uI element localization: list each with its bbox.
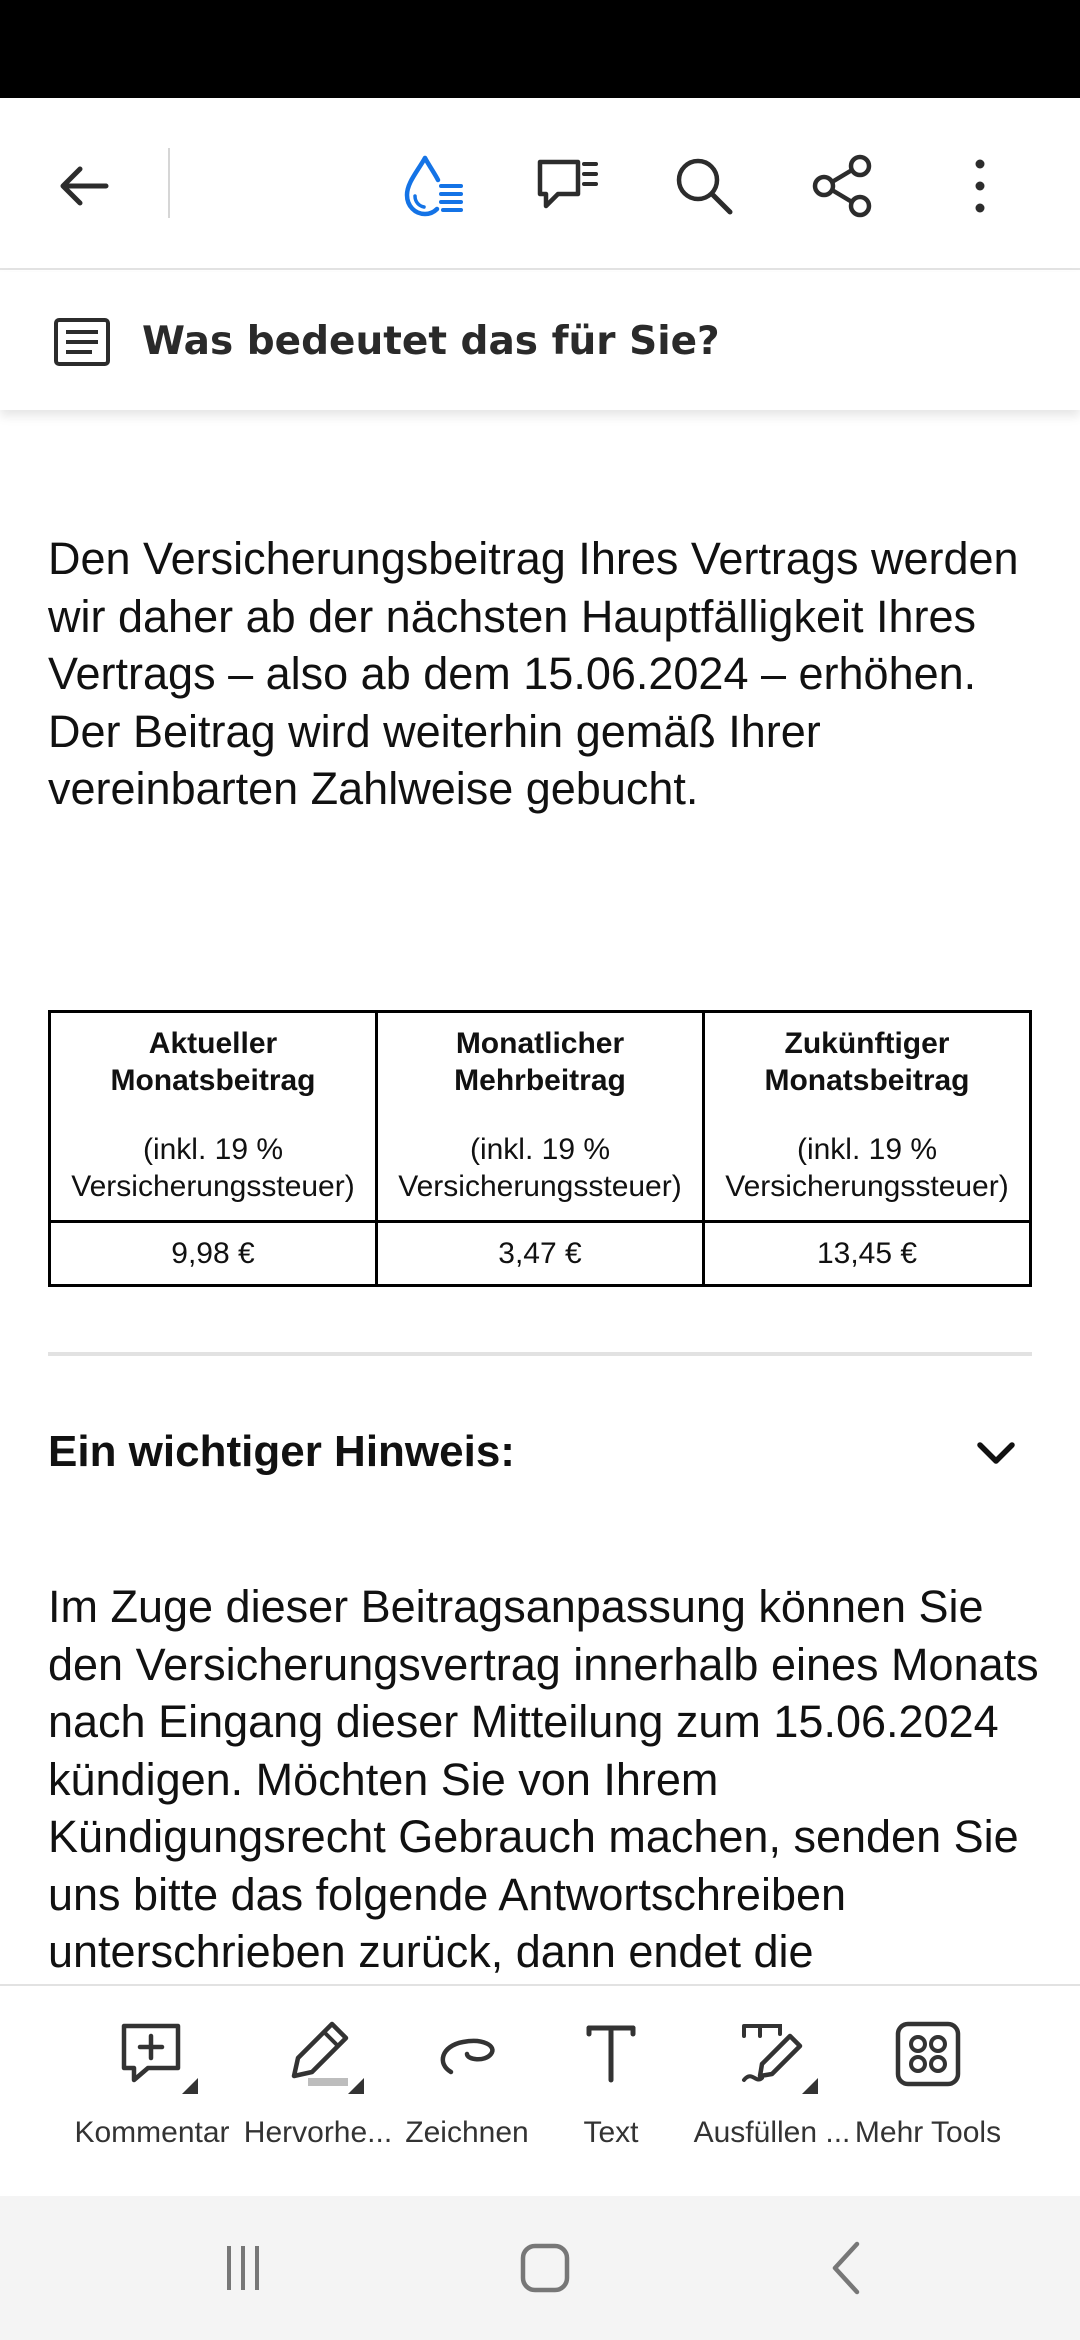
more-tools-icon bbox=[888, 2014, 968, 2094]
tool-label: Ausfüllen ... bbox=[693, 2116, 851, 2149]
future-monthly-fee: 13,45 € bbox=[704, 1222, 1031, 1286]
tool-label: Hervorhe... bbox=[243, 2116, 393, 2149]
arrow-left-icon bbox=[48, 150, 120, 222]
search-icon bbox=[668, 150, 740, 222]
contribution-table bbox=[48, 1010, 1032, 1287]
tool-label: Mehr Tools bbox=[854, 2116, 1002, 2149]
comment-plus-icon bbox=[112, 2014, 192, 2094]
status-bar bbox=[0, 0, 1080, 98]
home-icon bbox=[509, 2232, 581, 2304]
share-icon bbox=[806, 150, 878, 222]
tool-fill-sign[interactable] bbox=[692, 2014, 852, 2184]
search-button[interactable] bbox=[656, 138, 752, 234]
tool-label: Kommentar bbox=[74, 2116, 230, 2149]
current-monthly-fee: 9,98 € bbox=[50, 1222, 377, 1286]
draw-icon bbox=[427, 2014, 507, 2094]
table-header-cell bbox=[704, 1012, 1031, 1222]
header-title: Zukünftiger Monatsbeitrag bbox=[764, 1027, 970, 1097]
fill-sign-icon bbox=[732, 2014, 812, 2094]
section-divider bbox=[48, 1352, 1032, 1356]
header-title: Monatlicher Mehrbeitrag bbox=[454, 1027, 626, 1097]
recent-apps-icon bbox=[207, 2232, 279, 2304]
top-toolbar bbox=[0, 98, 1080, 270]
section-banner[interactable] bbox=[0, 272, 1080, 410]
paragraph-cancellation-right: Im Zuge dieser Beitragsanpassung können Sie den Versicherungsvertrag innerhalb eines Monats nach Eingang dieser Mitteilung zum 15.06.2024 kündigen. Möchten Sie von Ihrem Kündigungsrecht Gebrauch machen, senden Sie uns bitte das folgende Antwortschreiben unterschrieben zurück, dann endet die bbox=[48, 1581, 1039, 1977]
system-back-button[interactable] bbox=[804, 2232, 894, 2304]
monthly-surcharge: 3,47 € bbox=[377, 1222, 704, 1286]
home-button[interactable] bbox=[500, 2232, 590, 2304]
tool-label: Text bbox=[583, 2116, 639, 2149]
document-outline-icon bbox=[52, 312, 112, 372]
tool-label: Zeichnen bbox=[405, 2116, 529, 2149]
comments-button[interactable] bbox=[520, 138, 616, 234]
chevron-left-icon bbox=[813, 2232, 885, 2304]
comments-list-icon bbox=[532, 150, 604, 222]
liquid-mode-icon bbox=[397, 150, 469, 222]
header-subtitle: (inkl. 19 % Versicherungssteuer) bbox=[725, 1133, 1009, 1203]
text-icon bbox=[571, 2014, 651, 2094]
caret-icon bbox=[182, 2078, 198, 2094]
toolbar-divider bbox=[168, 148, 170, 218]
tool-more-tools[interactable] bbox=[848, 2014, 1008, 2184]
caret-icon bbox=[802, 2078, 818, 2094]
header-subtitle: (inkl. 19 % Versicherungssteuer) bbox=[398, 1133, 682, 1203]
paragraph-contribution-increase: Den Versicherungsbeitrag Ihres Vertrags werden wir daher ab der nächsten Hauptfälligkeit Ihres Vertrags – also ab dem 15.06.2024 – erhöhen. Der Beitrag wird weiterhin gemäß Ihrer vereinbarten Zahlweise gebucht. bbox=[48, 533, 1019, 814]
back-button[interactable] bbox=[36, 138, 132, 234]
header-title: Aktueller Monatsbeitrag bbox=[110, 1027, 316, 1097]
tool-text[interactable] bbox=[531, 2014, 691, 2184]
important-note-heading[interactable]: Ein wichtiger Hinweis: bbox=[48, 1427, 515, 1476]
recent-apps-button[interactable] bbox=[198, 2232, 288, 2304]
bottom-toolbar bbox=[0, 1984, 1080, 2196]
liquid-mode-button[interactable] bbox=[385, 138, 481, 234]
overflow-menu-button[interactable] bbox=[932, 138, 1028, 234]
tool-highlight[interactable] bbox=[238, 2014, 398, 2184]
table-header-row bbox=[50, 1012, 1031, 1222]
caret-icon bbox=[348, 2078, 364, 2094]
table-header-cell bbox=[50, 1012, 377, 1222]
highlighter-icon bbox=[278, 2014, 358, 2094]
table-header-cell bbox=[377, 1012, 704, 1222]
table-row bbox=[50, 1222, 1031, 1286]
more-vertical-icon bbox=[944, 150, 1016, 222]
chevron-down-icon[interactable] bbox=[974, 1440, 1018, 1468]
section-banner-title: Was bedeutet das für Sie? bbox=[142, 319, 720, 364]
tool-comment[interactable] bbox=[72, 2014, 232, 2184]
share-button[interactable] bbox=[794, 138, 890, 234]
system-navigation-bar bbox=[0, 2196, 1080, 2340]
header-subtitle: (inkl. 19 % Versicherungssteuer) bbox=[71, 1133, 355, 1203]
document-view[interactable] bbox=[0, 272, 1080, 1984]
tool-draw[interactable] bbox=[387, 2014, 547, 2184]
